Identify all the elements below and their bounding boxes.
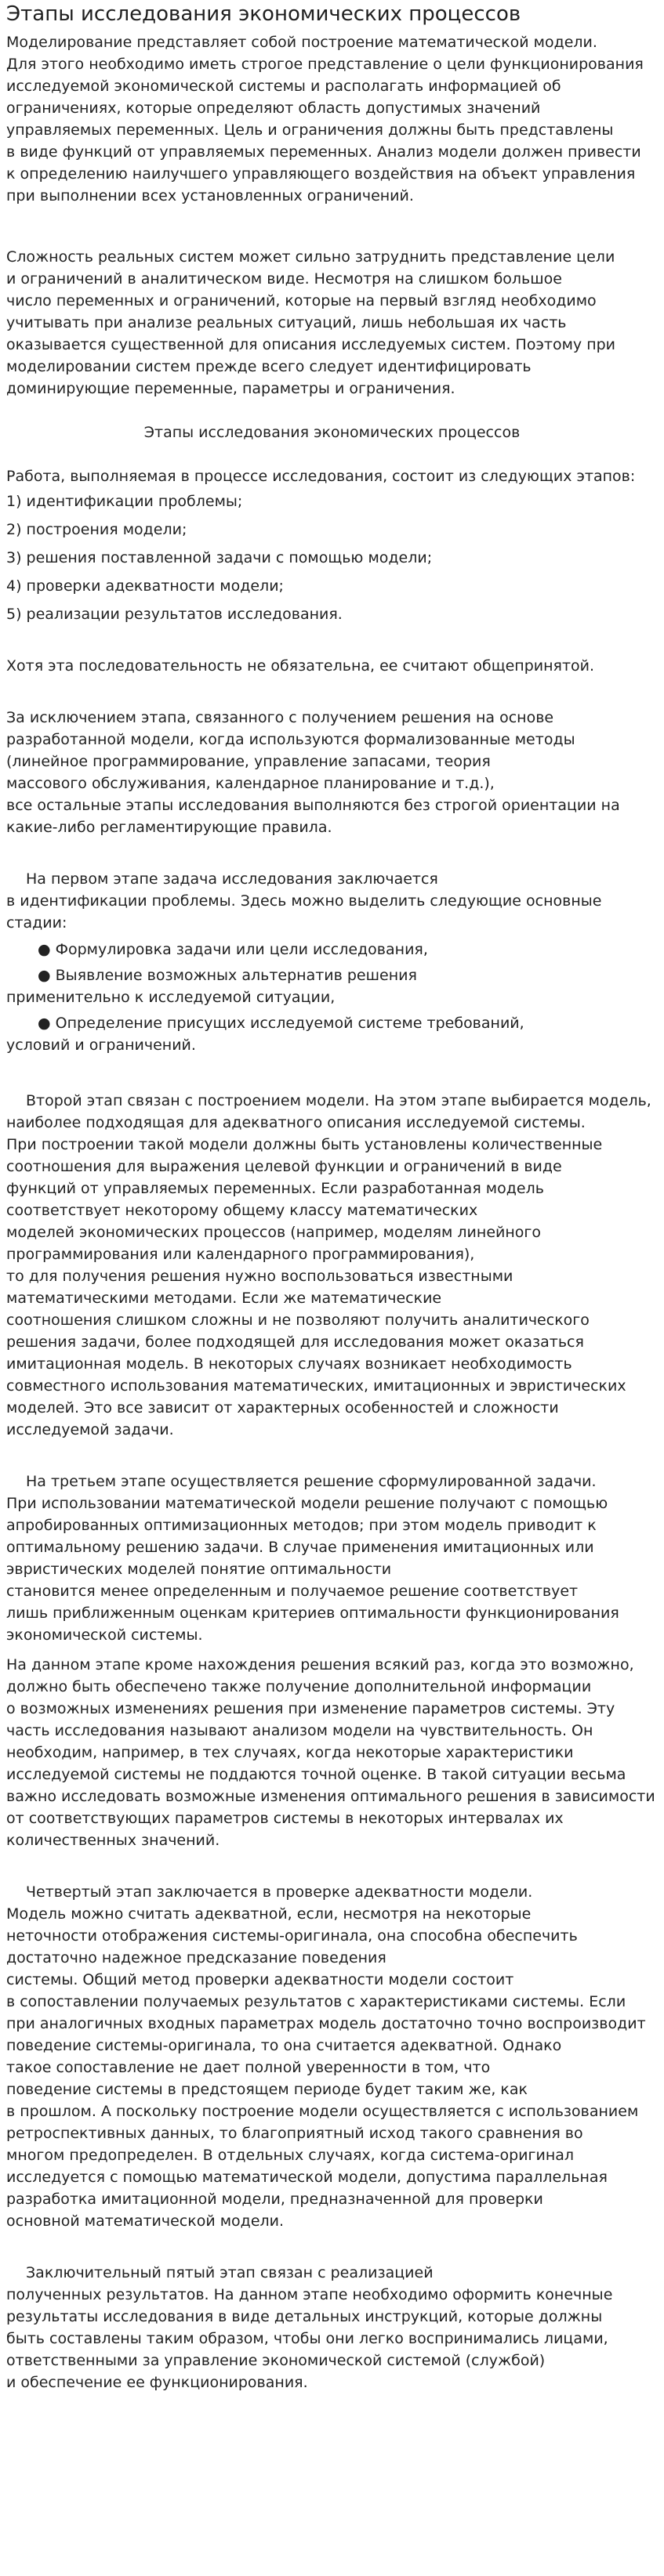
spacer — [6, 207, 658, 246]
stages-intro: Работа, выполняемая в процессе исследования, состоит из следующих этапов: — [6, 468, 636, 485]
paragraph-stage-one: На первом этапе задача исследования заключается в идентификации проблемы. Здесь можно выделить следующие основные стадии: — [6, 870, 602, 932]
paragraph-sequence-note: Хотя эта последовательность не обязательна, ее считают общепринятой. — [6, 657, 595, 675]
stage-one-bullet-list — [6, 939, 658, 1056]
paragraph-stage-two: Второй этап связан с построением модели. На этом этапе выбирается модель, наиболее подходящая для адекватного описания исследуемой системы. При построении такой модели должны быть установлены количественные соотношения для выражения целевой функции и ограничений в виде функций от управляемых переменных. Если разработанная модель соответствует некоторому общему классу математических моделей экономических процессов (например, моделям линейного программирования или календарного программирования), то для получения решения нужно воспользоваться известными математическими методами. Если же математические соотношения слишком сложны и не позволяют получить аналитического решения задачи, более подходящей для исследования может оказаться имитационная модель. В некоторых случаях возникает необходимость совместного использования математических, имитационных и эвристических моделей. Это все зависит от характерных особенностей и сложности исследуемой задачи. — [6, 1092, 651, 1438]
bullet-text: Выявление возможных альтернатив решения применительно к исследуемой ситуации, — [6, 967, 417, 1006]
spacer — [6, 838, 658, 868]
spacer — [6, 1441, 658, 1471]
spacer — [6, 1646, 658, 1654]
paragraph-stage-five: Заключительный пятый этап связан с реализацией полученных результатов. На данном этапе необходимо оформить конечные результаты исследования в виде детальных инструкций, которые должны быть составлены таким образом, чтобы они легко воспринимались лицами, ответственными за управление экономической системой (службой) и обеспечение ее функционирования. — [6, 2264, 613, 2391]
bullet-text: Определение присущих исследуемой системе требований, условий и ограничений. — [6, 1015, 524, 1054]
spacer — [6, 625, 658, 655]
stage-item-5: 5) реализации результатов исследования. — [6, 606, 343, 623]
bullet-item — [6, 939, 658, 961]
stage-item-2: 2) построения модели; — [6, 521, 187, 538]
paragraph-formal-methods: За исключением этапа, связанного с получением решения на основе разработанной модели, когда используются формализованные методы (линейное программирование, управление запасами, теория массового обслуживания, календарное планирование и т.д.), все остальные этапы исследования выполняются без строгой ориентации на какие-либо регламентирующие правила. — [6, 709, 620, 836]
bullet-dot-icon: ● — [38, 941, 51, 958]
bullet-text: Формулировка задачи или цели исследования, — [55, 941, 428, 958]
spacer — [6, 443, 658, 465]
paragraph-complexity: Сложность реальных систем может сильно затруднить представление цели и ограничений в аналитическом виде. Несмотря на слишком большое число переменных и ограничений, которые на первый взгляд необходимо учитывать при анализе реальных ситуаций, лишь небольшая их часть оказывается существенной для описания исследуемых систем. Поэтому при моделировании систем прежде всего следует идентифицировать доминирующие переменные, параметры и ограничения. — [6, 248, 616, 397]
stage-item-1: 1) идентификации проблемы; — [6, 493, 243, 510]
stage-item-3: 3) решения поставленной задачи с помощью модели; — [6, 549, 433, 566]
bullet-item — [6, 1012, 658, 1056]
spacer — [6, 400, 658, 421]
stage-item-4: 4) проверки адекватности модели; — [6, 577, 284, 595]
bullet-dot-icon: ● — [38, 967, 51, 984]
bullet-item — [6, 964, 658, 1008]
spacer — [6, 1060, 658, 1090]
paragraph-sensitivity: На данном этапе кроме нахождения решения всякий раз, когда это возможно, должно быть обеспечено также получение дополнительной информации о возможных изменениях решения при изменение параметров системы. Эту часть исследования называют анализом модели на чувствительность. Он необходим, например, в тех случаях, когда некоторые характеристики исследуемой системы не поддаются точной оценке. В такой ситуации весьма важно исследовать возможные изменения оптимального решения в зависимости от соответствующих параметров системы в некоторых интервалах их количественных значений. — [6, 1656, 655, 1849]
paragraph-intro: Моделирование представляет собой построение математической модели. Для этого необходимо иметь строгое представление о цели функционирования исследуемой экономической системы и располагать информацией об ограничениях, которые определяют область допустимых значений управляемых переменных. Цель и ограничения должны быть представлены в виде функций от управляемых переменных. Анализ модели должен привести к определению наилучшего управляющего воздействия на объект управления при выполнении всех установленных ограничений. — [6, 34, 644, 204]
paragraph-stage-three: На третьем этапе осуществляется решение сформулированной задачи. При использовании математической модели решение получают с помощью апробированных оптимизационных методов; при этом модель приводит к оптимальному решению задачи. В случае применения имитационных или эвристических моделей понятие оптимальности становится менее определенным и получаемое решение соответствует лишь приближенным оценкам критериев оптимальности функционирования экономической системы. — [6, 1473, 619, 1644]
paragraph-stage-four: Четвертый этап заключается в проверке адекватности модели. Модель можно считать адекватной, если, несмотря на некоторые неточности отображения системы-оригинала, она способна обеспечить достаточно надежное предсказание поведения системы. Общий метод проверки адекватности модели состоит в сопоставлении получаемых результатов с характеристиками системы. Если при аналогичных входных параметрах модель достаточно точно воспроизводит поведение системы-оригинала, то она считается адекватной. Однако такое сопоставление не дает полной уверенности в том, что поведение системы в предстоящем периоде будет таким же, как в прошлом. А поскольку построение модели осуществляется с использованием ретроспективных данных, то благоприятный исход такого сравнения во многом предопределен. В отдельных случаях, когда система-оригинал исследуется с помощью математической модели, допустима параллельная разработка имитационной модели, предназначенной для проверки основной математической модели. — [6, 1883, 646, 2230]
spacer — [6, 677, 658, 707]
spacer — [6, 1851, 658, 1881]
document-title: Этапы исследования экономических процессов — [6, 2, 521, 26]
section-subtitle: Этапы исследования экономических процессов — [143, 424, 521, 441]
bullet-dot-icon: ● — [38, 1015, 51, 1032]
spacer — [6, 2232, 658, 2262]
